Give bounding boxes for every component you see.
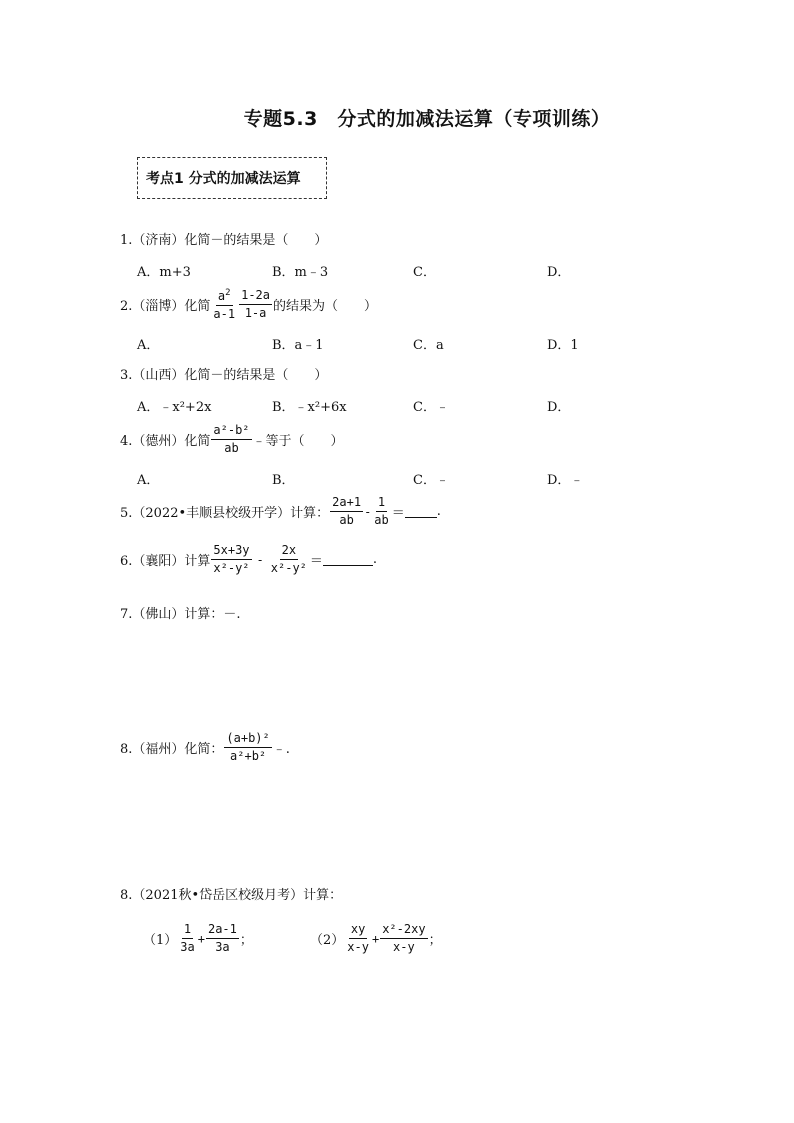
question-8a: [120, 731, 290, 764]
q8b-p1-f2-den: 3a: [215, 940, 230, 954]
q2-f1-den: a-1: [213, 307, 236, 321]
q6-f2-num: 2x: [280, 543, 298, 560]
q6-fraction-2: [269, 543, 309, 576]
q8b-p2-operator: +: [371, 931, 380, 946]
q2-option-c: C．a: [413, 338, 444, 353]
q8b-p1-f1-num: 1: [182, 922, 193, 939]
q6-f1-den: x²-y²: [213, 561, 250, 575]
q6-f1-num: 5x+3y: [211, 543, 251, 560]
q8b-p1-fraction-2: [206, 922, 239, 955]
q4-f-den: ab: [224, 441, 239, 455]
q8b-part-1-label: （1）: [143, 933, 178, 948]
q5-f1-num: 2a+1: [330, 495, 363, 512]
question-4-suffix: ﹣等于（ ）: [252, 434, 344, 449]
question-1: [120, 229, 327, 248]
q2-f2-num: 1-2a: [239, 288, 272, 305]
q2-f2-den: 1-a: [244, 305, 267, 320]
q6-answer-blank[interactable]: [323, 553, 373, 566]
q8b-p2-f1-num: xy: [349, 922, 367, 939]
q8b-p1-fraction-1: [178, 922, 196, 955]
q8b-p2-end: ；: [428, 933, 442, 948]
q5-fraction-1: [330, 495, 363, 528]
q4-option-c: C．﹣: [413, 473, 449, 488]
q4-fraction: [211, 423, 251, 456]
q4-option-a: A．: [137, 473, 160, 488]
question-3: [120, 364, 327, 383]
question-8b: [120, 884, 342, 903]
question-2: [120, 286, 377, 322]
q2-option-d: D．1: [547, 338, 579, 353]
question-2-prefix: 2.（淄博）化简: [120, 298, 211, 314]
question-6-equals: ＝: [309, 554, 323, 569]
question-7-stem: 7.（佛山）计算：－.: [120, 607, 241, 622]
q8b-part-2-label: （2）: [310, 933, 345, 948]
page-title: 专题5.3 分式的加减法运算（专项训练）: [243, 108, 611, 130]
q8b-p1-f2-num: 2a-1: [206, 922, 239, 939]
q5-f2-den: ab: [374, 513, 389, 527]
q8a-fraction: [224, 731, 271, 764]
question-8b-part-1: [143, 922, 253, 955]
q6-operator: -: [256, 552, 264, 567]
question-7: [120, 603, 241, 622]
q1-option-a: A．m+3: [137, 265, 191, 280]
question-6-prefix: 6.（襄阳）计算: [120, 554, 211, 569]
q3-option-d: D．: [547, 400, 571, 415]
q5-f2-num: 1: [376, 495, 387, 512]
question-8b-stem: 8.（2021秋•岱岳区校级月考）计算：: [120, 888, 343, 903]
q2-f1-num: a: [217, 289, 226, 303]
q2-option-a: A．: [137, 338, 160, 353]
q8b-p2-fraction-1: [345, 922, 371, 955]
q1-option-c: C．: [413, 265, 436, 280]
q8a-f-den: a²+b²: [230, 749, 267, 763]
question-5-end: .: [436, 504, 441, 519]
q8b-p2-f1-den: x-y: [347, 940, 369, 954]
question-8a-prefix: 8.（福州）化简：: [120, 742, 224, 757]
question-5-prefix: 5.（2022•丰顺县校级开学）计算：: [120, 506, 330, 521]
q4-f-num: a²-b²: [211, 423, 251, 440]
question-8a-suffix: ﹣.: [272, 742, 290, 757]
question-6-end: .: [372, 552, 378, 567]
question-6: [120, 543, 377, 576]
section-heading-text: 考点1 分式的加减法运算: [146, 171, 301, 187]
q3-option-c: C．﹣: [413, 400, 449, 415]
q2-fraction-1: [211, 286, 237, 322]
q4-option-d: D．﹣: [547, 473, 584, 488]
q8b-p1-f1-den: 3a: [180, 940, 195, 954]
question-3-stem: 3.（山西）化简－的结果是（ ）: [120, 368, 328, 383]
q5-f1-den: ab: [339, 513, 354, 527]
section-heading: [137, 157, 327, 199]
q2-option-b: B．a﹣1: [272, 338, 324, 353]
question-8b-part-2: [310, 922, 442, 955]
question-5-equals: ＝: [391, 506, 405, 521]
q6-fraction-1: [211, 543, 251, 576]
question-4-prefix: 4.（德州）化简: [120, 434, 211, 449]
q5-answer-blank[interactable]: [405, 505, 437, 518]
q1-option-b: B．m﹣3: [272, 265, 329, 280]
q5-fraction-2: [372, 495, 390, 528]
q8b-p1-end: ；: [239, 933, 253, 948]
q8a-f-num: (a+b)²: [224, 731, 271, 748]
q8b-p2-f2-num: x²-2xy: [380, 922, 427, 939]
question-4: [120, 423, 344, 456]
q5-operator: -: [364, 504, 372, 519]
question-1-stem: 1.（济南）化简－的结果是（ ）: [120, 233, 328, 248]
q4-option-b: B．: [272, 473, 295, 488]
q2-fraction-2: [239, 288, 272, 321]
question-5: [120, 495, 441, 528]
q3-option-a: A．﹣x²+2x: [137, 400, 212, 415]
question-2-suffix: 的结果为（ ）: [273, 298, 378, 314]
q3-option-b: B．﹣x²+6x: [272, 400, 347, 415]
q2-f1-num-sup: 2: [225, 288, 231, 298]
q6-f2-den: x²-y²: [270, 561, 307, 575]
q1-option-d: D．: [547, 265, 571, 280]
q8b-p2-fraction-2: [380, 922, 427, 955]
q8b-p1-operator: +: [197, 931, 205, 946]
q8b-p2-f2-den: x-y: [393, 940, 415, 954]
